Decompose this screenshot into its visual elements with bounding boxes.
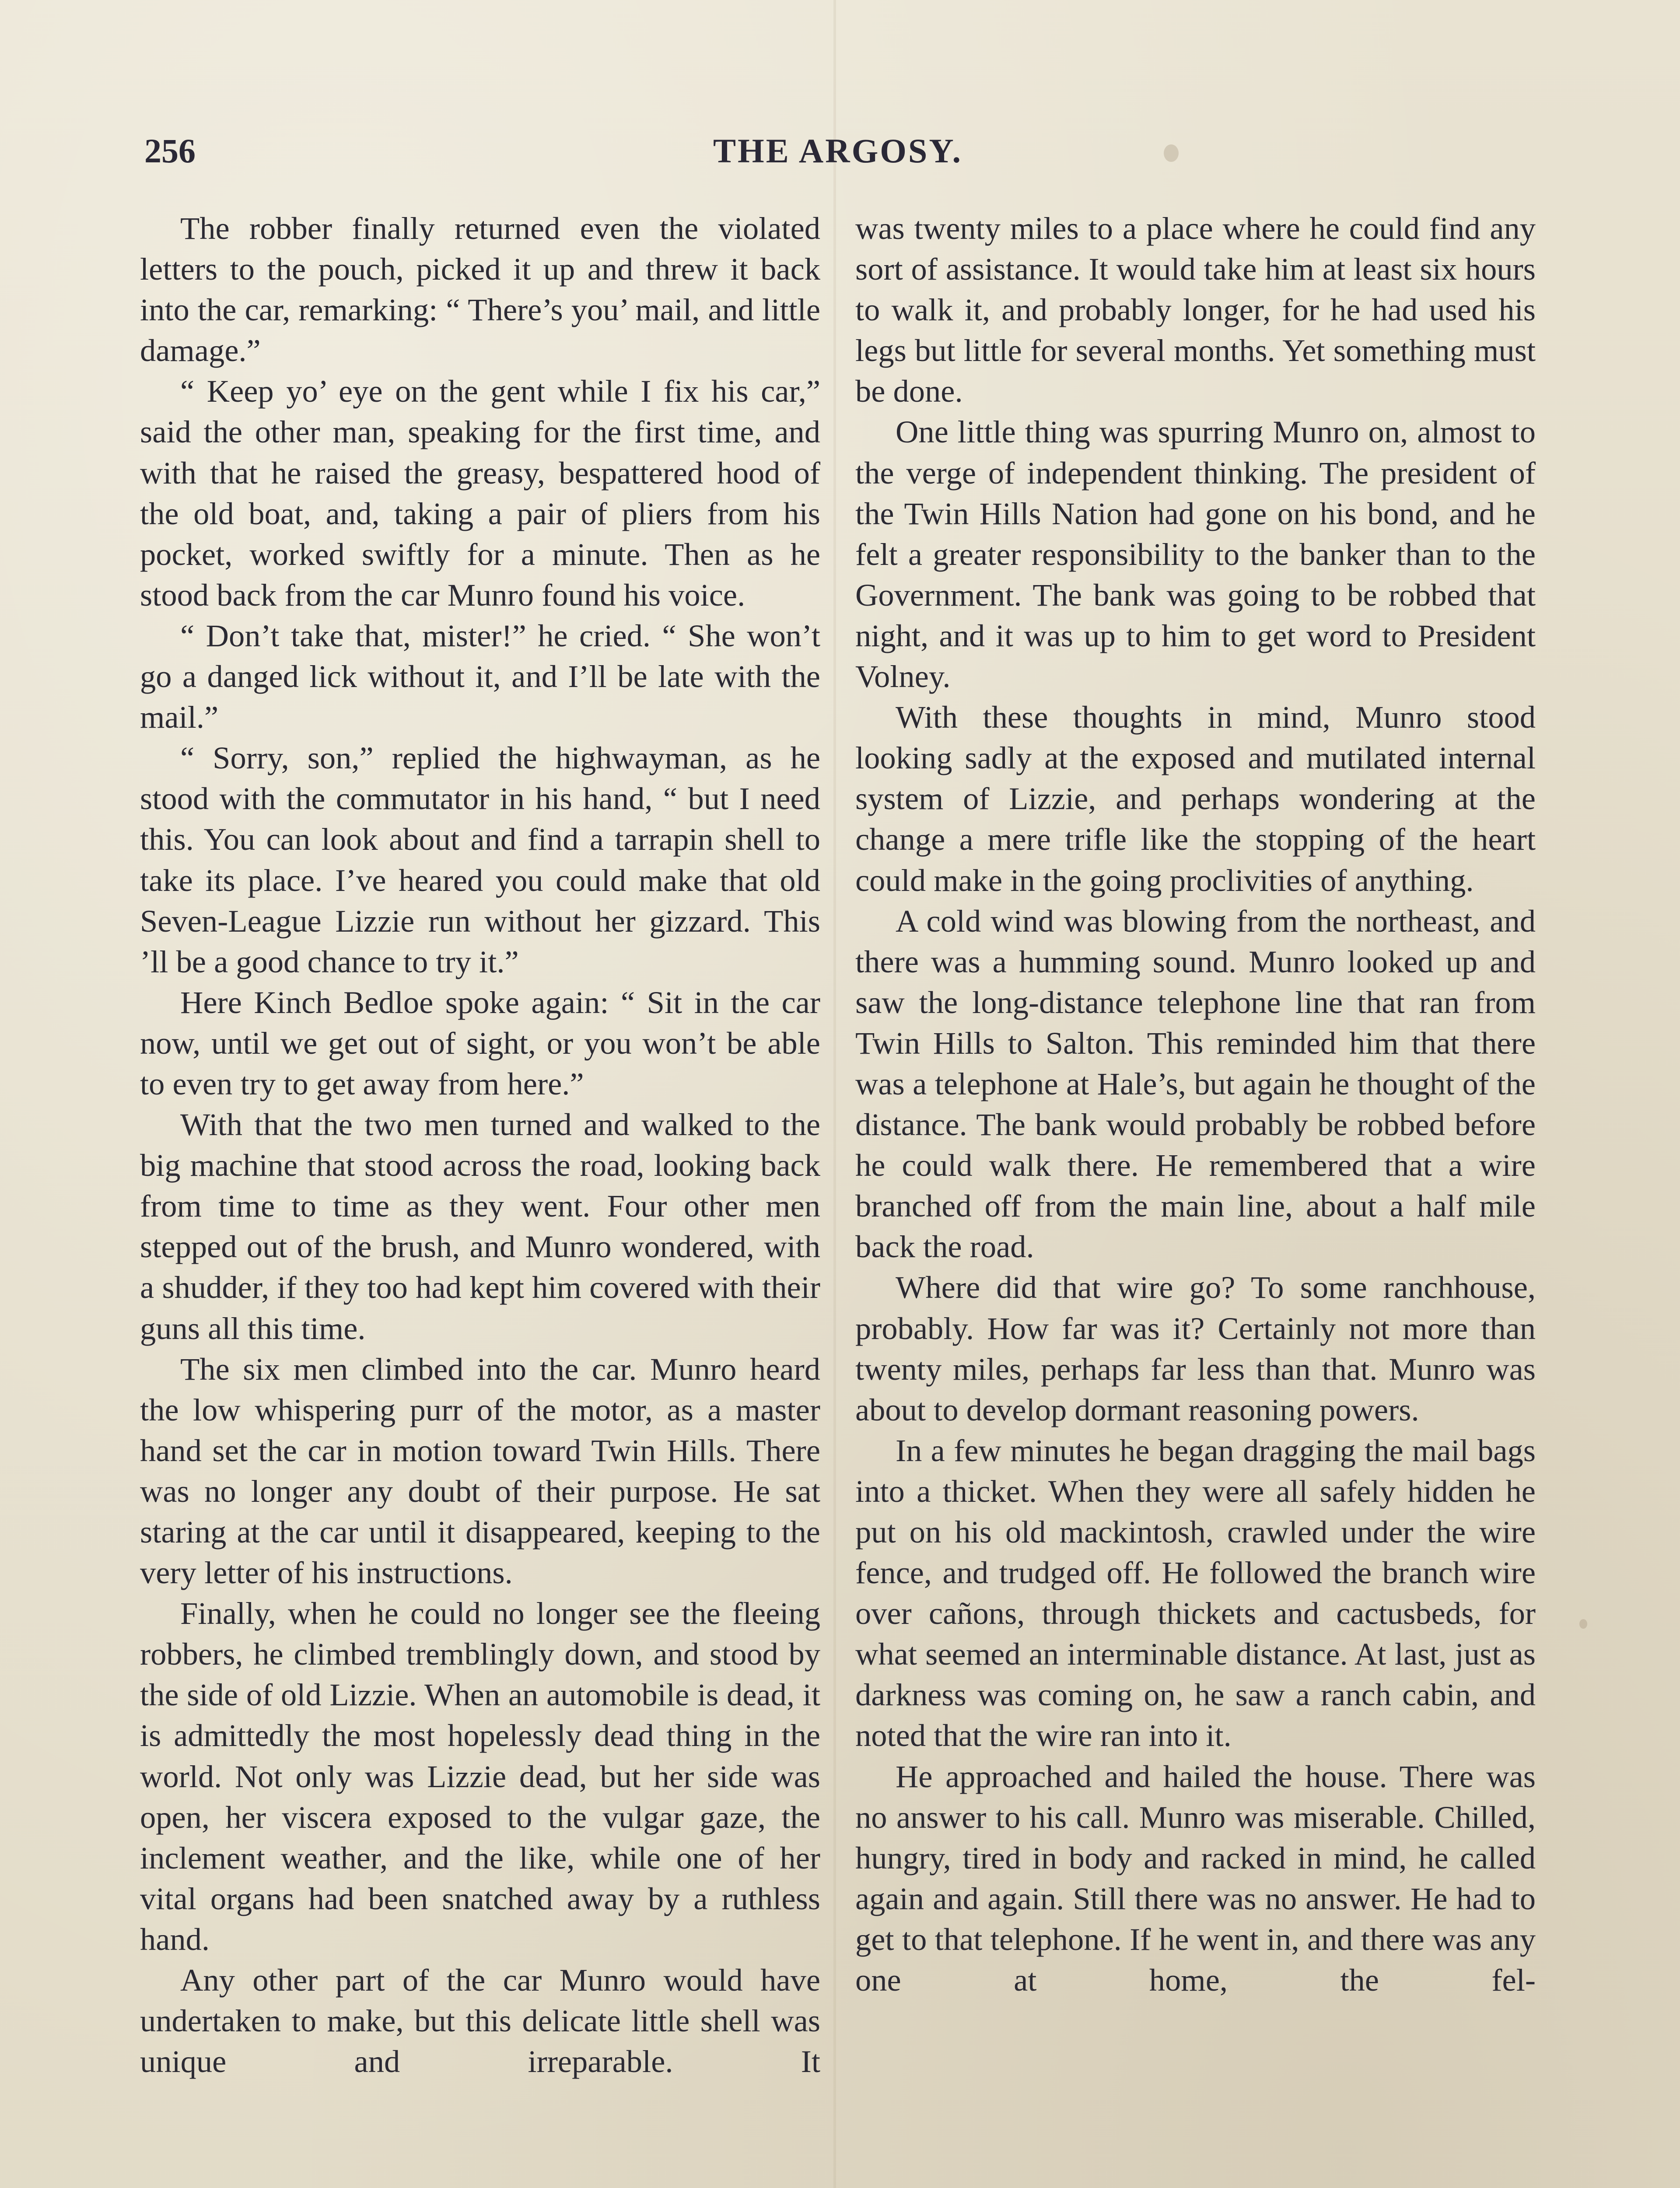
paragraph: He approached and hailed the house. There was no answer to his call. Munro was miserable. Chilled, hungry, tired in body and racked in mind, he called again and again. Still there was no answer. He had to get to that telephone. If he went in, and there was any one at home, the fel-: [855, 1758, 1536, 1998]
paragraph: “ Keep yo’ eye on the gent while I fix his car,” said the other man, speaking for the first time, and with that he raised the greasy, bespattered hood of the old boat, and, taking a pair of pliers from his pocket, worked swiftly for a minute. Then as he stood back from the car Munro found his voice.: [140, 373, 820, 613]
paragraph: With that the two men turned and walked to the big machine that stood across the road, looking back from time to time as they went. Four other men stepped out of the brush, and Munro wondered, with a shudder, if they too had kept him covered with their guns all this time.: [140, 1107, 820, 1346]
paragraph: Finally, when he could no longer see the fleeing robbers, he climbed tremblingly down, and stood by the side of old Lizzie. When an automobile is dead, it is admittedly the most hopelessly dead thing in the world. Not only was Lizzie dead, but her side was open, her viscera exposed to the vulgar gaze, the inclement weather, and the like, while one of her vital organs had been snatched away by a ruthless hand.: [140, 1595, 820, 1957]
paragraph: In a few minutes he began dragging the mail bags into a thicket. When they were all safely hidden he put on his old mackintosh, crawled under the wire fence, and trudged off. He followed the branch wire over cañons, through thickets and cactusbeds, for what seemed an interminable distance. At last, just as darkness was coming on, he saw a ranch cabin, and noted that the wire ran into it.: [855, 1432, 1536, 1753]
paragraph: The robber finally returned even the violated letters to the pouch, picked it up and threw it back into the car, remarking: “ There’s you’ mail, and little damage.”: [140, 210, 820, 368]
continued-paragraph: was twenty miles to a place where he could find any sort of assistance. It would take him at least six hours to walk it, and probably longer, for he had used his legs but little for several months. Yet something must be done.: [855, 210, 1536, 409]
left-column: [140, 208, 820, 2082]
paper-stain: [1579, 1619, 1587, 1629]
page-header: [140, 131, 1536, 184]
paragraph: One little thing was spurring Munro on, almost to the verge of independent thinking. The president of the Twin Hills Nation had gone on his bond, and he felt a greater responsibility to the banker than to the Government. The bank was going to be robbed that night, and it was up to him to get word to President Volney.: [855, 414, 1536, 694]
paragraph: “ Sorry, son,” replied the highwayman, as he stood with the commutator in his hand, “ but I need this. You can look about and find a tarrapin shell to take its place. I’ve heared you could make that old Seven-League Lizzie run without her gizzard. This ’ll be a good chance to try it.”: [140, 740, 820, 979]
paragraph: Where did that wire go? To some ranchhouse, probably. How far was it? Certainly not more than twenty miles, perhaps far less than that. Munro was about to develop dormant reasoning powers.: [855, 1269, 1536, 1427]
paragraph: A cold wind was blowing from the northeast, and there was a humming sound. Munro looked up and saw the long-distance telephone line that ran from Twin Hills to Salton. This reminded him that there was a telephone at Hale’s, but again he thought of the distance. The bank would probably be robbed before he could walk there. He remembered that a wire branched off from the main line, about a half mile back the road.: [855, 903, 1536, 1265]
paragraph: Any other part of the car Munro would have undertaken to make, but this delicate little shell was unique and irreparable. It: [140, 1962, 820, 2079]
running-title: THE ARGOSY.: [713, 132, 962, 170]
page-number: 256: [144, 132, 196, 170]
page-crease: [833, 0, 836, 2188]
paragraph: Here Kinch Bedloe spoke again: “ Sit in the car now, until we get out of sight, or you won’t be able to even try to get away from here.”: [140, 984, 820, 1101]
paragraph: The six men climbed into the car. Munro heard the low whispering purr of the motor, as a master hand set the car in motion toward Twin Hills. There was no longer any doubt of their purpose. He sat staring at the car until it disappeared, keeping to the very letter of his instructions.: [140, 1351, 820, 1591]
right-column: [855, 208, 1536, 2000]
paragraph: “ Don’t take that, mister!” he cried. “ She won’t go a danged lick without it, and I’ll be late with the mail.”: [140, 617, 820, 735]
paragraph: With these thoughts in mind, Munro stood looking sadly at the exposed and mutilated internal system of Lizzie, and perhaps wondering at the change a mere trifle like the stopping of the heart could make in the going proclivities of anything.: [855, 699, 1536, 898]
